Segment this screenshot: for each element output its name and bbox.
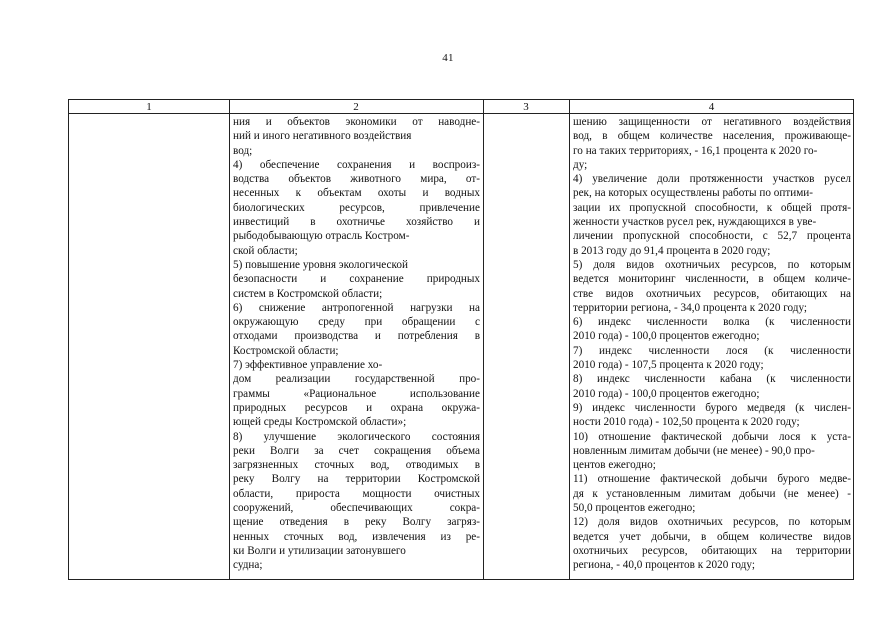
text-line: 4) обеспечение сохранения и воспроиз-: [233, 158, 480, 171]
table-header-row: [69, 100, 853, 114]
text-line: 10) отношение фактической добычи лося к уста-: [573, 430, 851, 443]
text-line: загрязненных сточных вод, отводимых в: [233, 459, 480, 472]
text-line: Костромской области;: [233, 344, 339, 357]
text-line: инвестиций в охотничье хозяйство и: [233, 216, 480, 229]
text-line: 2010 года) - 100,0 процентов ежегодно;: [573, 330, 760, 343]
text-line: 12) доля видов охотничьих ресурсов, по которым: [573, 516, 851, 529]
text-line: центов ежегодно;: [573, 459, 656, 472]
text-line: 50,0 процентов ежегодно;: [573, 502, 696, 515]
text-line: 11) отношение фактической добычи бурого медве-: [573, 473, 851, 486]
text-line: ющей среды Костромской области»;: [233, 416, 407, 429]
text-line: несенных к объектам охоты и водных: [233, 187, 480, 200]
column-4-text: [573, 115, 851, 579]
text-line: женности участков русел рек, нуждающихся в уве-: [573, 216, 817, 229]
header-col-3: 3: [523, 101, 529, 113]
text-line: 8) индекс численности кабана (к численности: [573, 373, 851, 386]
text-line: природных ресурсов и охрана окружа-: [233, 401, 480, 414]
text-line: новленным лимитам добычи (не менее) - 90,0 про-: [573, 444, 815, 457]
goals-table: [68, 99, 854, 580]
text-line: 5) повышение уровня экологической: [233, 258, 408, 271]
text-line: реки Волги за счет сокращения объема: [233, 444, 480, 457]
text-line: ности 2010 года) - 102,50 процента к 2020 году;: [573, 416, 800, 429]
text-line: 4) увеличение доли протяженности участков русел: [573, 173, 851, 186]
text-line: рек, на которых осуществлены работы по оптими-: [573, 187, 813, 200]
text-line: охотничьих ресурсов, обитающих на территории: [573, 544, 851, 557]
text-line: дом реализации государственной про-: [233, 373, 480, 386]
text-line: ской области;: [233, 244, 298, 257]
text-line: ний и иного негативного воздействия: [233, 130, 412, 143]
text-line: стве видов охотничьих ресурсов, обитающих на: [573, 287, 851, 300]
text-line: 7) эффективное управление хо-: [233, 359, 383, 372]
header-col-2: 2: [353, 101, 359, 113]
column-divider-1: [229, 100, 230, 579]
text-line: рыбодобывающую отрасль Костром-: [233, 230, 410, 243]
text-line: щение отведения в реку Волгу загряз-: [233, 516, 480, 529]
text-line: ду;: [573, 158, 588, 171]
text-line: ведется учет добычи, в общем количестве видов: [573, 530, 851, 543]
text-line: 6) индекс численности волка (к численности: [573, 316, 851, 329]
text-line: ки Волги и утилизации затонувшего: [233, 544, 406, 557]
text-line: систем в Костромской области;: [233, 287, 383, 300]
column-divider-3: [569, 100, 570, 579]
text-line: сооружений, обеспечивающих сокра-: [233, 502, 480, 515]
text-line: ния и объектов экономики от наводне-: [233, 116, 480, 128]
page-number: 41: [442, 52, 454, 64]
text-line: 9) индекс численности бурого медведя (к числен-: [573, 401, 851, 414]
column-2-text: [233, 115, 480, 579]
text-line: территории региона, - 34,0 процента к 2020 году;: [573, 301, 808, 314]
text-line: в 2013 году до 91,4 процента в 2020 году;: [573, 244, 771, 257]
text-line: шению защищенности от негативного воздействия: [573, 116, 851, 128]
text-line: региона, - 40,0 процентов к 2020 году;: [573, 559, 755, 572]
text-line: 5) доля видов охотничьих ресурсов, по которым: [573, 258, 851, 271]
column-divider-2: [483, 100, 484, 579]
text-line: 2010 года) - 100,0 процентов ежегодно;: [573, 387, 760, 400]
text-line: области, прироста мощности очистных: [233, 487, 480, 500]
text-line: биологических ресурсов, привлечение: [233, 201, 480, 214]
text-line: личении пропускной способности, с 52,7 процента: [573, 230, 851, 243]
text-line: зации их пропускной способности, к общей протя-: [573, 201, 851, 214]
text-line: судна;: [233, 559, 263, 572]
text-line: вод, в общем количестве населения, проживающе-: [573, 130, 851, 143]
text-line: ведется мониторинг численности, в общем количе-: [573, 273, 851, 286]
text-line: безопасности и сохранение природных: [233, 273, 480, 286]
text-line: 7) индекс численности лося (к численности: [573, 344, 851, 357]
header-col-1: 1: [146, 101, 152, 113]
text-line: дя к установленным лимитам добычи (не менее) -: [573, 487, 851, 500]
text-line: ненных сточных вод, извлечения из ре-: [233, 530, 480, 543]
text-line: вод;: [233, 144, 253, 157]
text-line: го на таких территориях, - 16,1 процента к 2020 го-: [573, 144, 818, 157]
text-line: реку Волгу на территории Костромской: [233, 473, 480, 486]
text-line: отходами производства и потребления в: [233, 330, 480, 343]
text-line: водства объектов животного мира, от-: [233, 173, 480, 186]
text-line: граммы «Рациональное использование: [233, 387, 480, 400]
text-line: 2010 года) - 107,5 процента к 2020 году;: [573, 359, 764, 372]
header-col-4: 4: [708, 101, 715, 113]
text-line: 6) снижение антропогенной нагрузки на: [233, 301, 480, 314]
text-line: 8) улучшение экологического состояния: [233, 430, 480, 443]
text-line: окружающую среду при обращении с: [233, 316, 480, 329]
